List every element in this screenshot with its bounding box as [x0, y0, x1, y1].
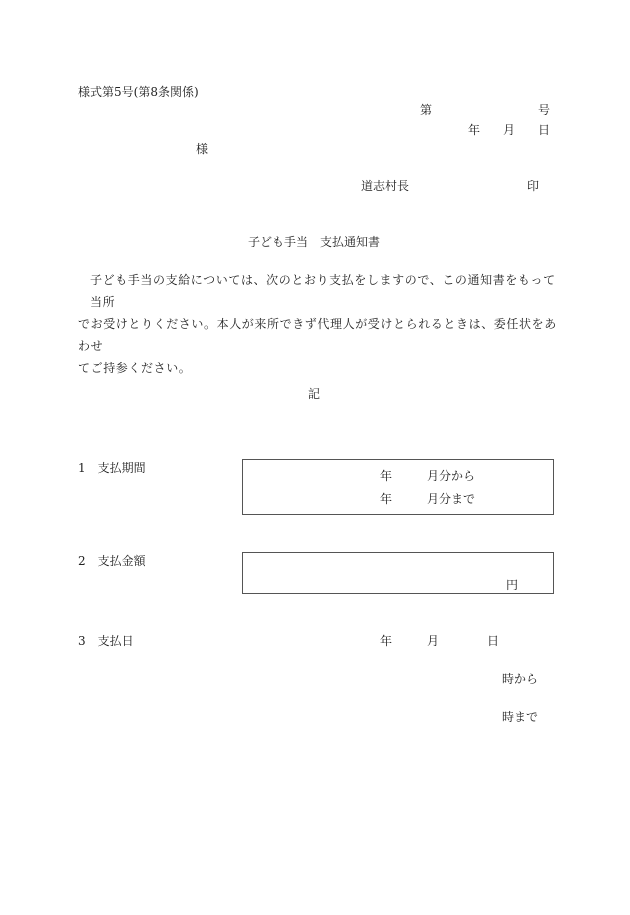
pay-date-day: 日: [487, 634, 500, 648]
pay-date-month: 月: [427, 634, 440, 648]
amount-label: 2 支払金額: [78, 554, 146, 568]
time-to: 時まで: [502, 710, 539, 724]
number-suffix: 号: [538, 103, 551, 117]
body-line-3: てご持参ください。: [78, 361, 192, 375]
body-paragraph: [78, 269, 558, 379]
date-month: 月: [503, 123, 516, 137]
period-row1-year: 年: [380, 469, 393, 483]
addressee-suffix: 様: [196, 142, 209, 156]
number-prefix: 第: [420, 103, 433, 117]
seal-mark: 印: [527, 179, 540, 193]
amount-unit: 円: [506, 578, 519, 592]
period-row1-rest: 月分から: [427, 469, 476, 483]
period-box: [242, 459, 554, 515]
date-day: 日: [538, 123, 551, 137]
period-label: 1 支払期間: [78, 461, 146, 475]
body-line-1: 子ども手当の支給については、次のとおり支払をしますので、この通知書をもって当所: [90, 273, 556, 309]
document-title: 子ども手当 支払通知書: [248, 235, 381, 249]
date-label: 3 支払日: [78, 634, 134, 648]
issuer: 道志村長: [361, 179, 410, 193]
period-row2-rest: 月分まで: [427, 492, 476, 506]
form-label: 様式第5号(第8条関係): [78, 85, 199, 99]
ki-heading: 記: [308, 387, 321, 401]
date-year: 年: [468, 123, 481, 137]
body-line-2: でお受けとりください。本人が来所できず代理人が受けとられるときは、委任状をあわせ: [78, 317, 557, 353]
period-row2-year: 年: [380, 492, 393, 506]
time-from: 時から: [502, 672, 539, 686]
pay-date-year: 年: [380, 634, 393, 648]
